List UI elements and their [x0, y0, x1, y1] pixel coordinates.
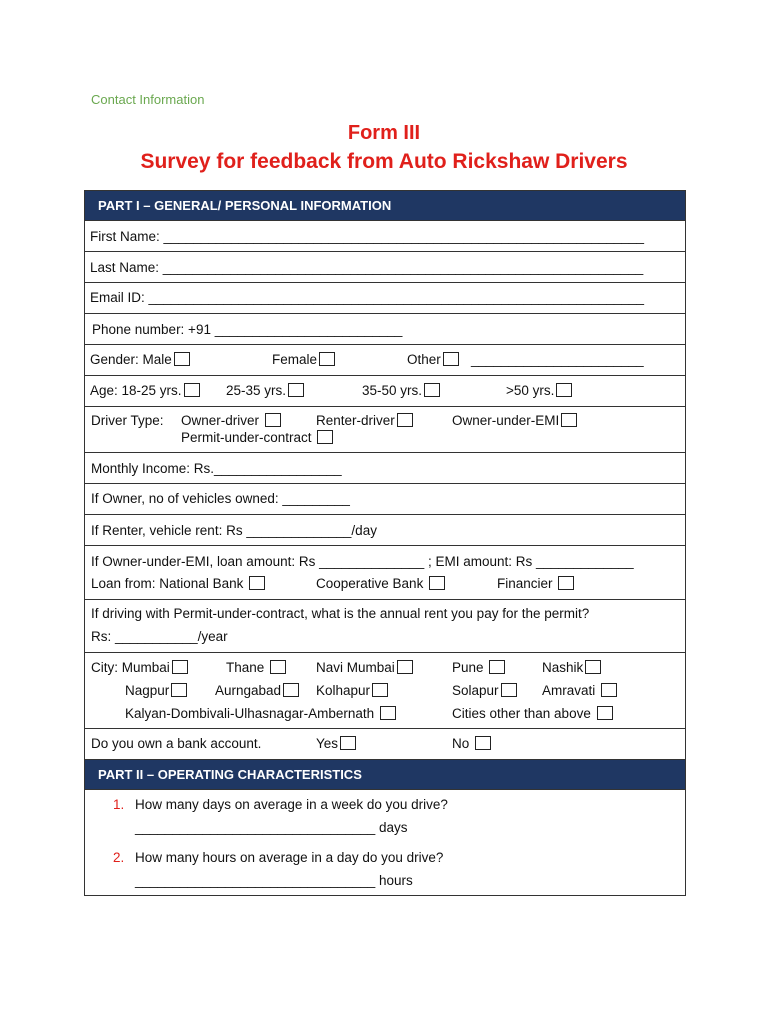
- driver-owner-label: Owner-driver: [181, 413, 260, 428]
- city-row: [85, 652, 685, 728]
- city-kolhapur-option[interactable]: [316, 683, 388, 698]
- city-nagpur-label: Nagpur: [125, 683, 170, 698]
- driver-permit-option[interactable]: [181, 430, 333, 445]
- bank-account-question: Do you own a bank account.: [91, 736, 262, 751]
- city-kalyan-option[interactable]: [125, 706, 396, 721]
- permit-rent-field[interactable]: Rs: ___________/year: [91, 629, 228, 644]
- driver-owner-checkbox[interactable]: [265, 413, 281, 427]
- part2-questions: [85, 789, 685, 895]
- city-pune-label: Pune: [452, 660, 484, 675]
- part2-header: [85, 759, 685, 789]
- gender-female-label: Female: [272, 352, 318, 367]
- part1-title: PART I – GENERAL/ PERSONAL INFORMATION: [98, 198, 392, 213]
- contact-information-label: Contact Information: [91, 92, 205, 107]
- driver-permit-label: Permit-under-contract: [181, 430, 312, 445]
- loan-cooperative-checkbox[interactable]: [429, 576, 445, 590]
- q1-days-field[interactable]: ________________________________ days: [135, 820, 408, 835]
- bank-no-checkbox[interactable]: [475, 736, 491, 750]
- bank-no-option[interactable]: [452, 736, 491, 751]
- gender-female-checkbox[interactable]: [319, 352, 335, 366]
- gender-male-label: Gender: Male: [90, 352, 172, 367]
- loan-national-bank-checkbox[interactable]: [249, 576, 265, 590]
- city-amravati-option[interactable]: [542, 683, 617, 698]
- city-nashik-checkbox[interactable]: [585, 660, 601, 674]
- age-50-plus-checkbox[interactable]: [556, 383, 572, 397]
- city-nagpur-option[interactable]: [125, 683, 187, 698]
- age-row: [85, 375, 685, 406]
- driver-type-label: Driver Type:: [91, 413, 164, 428]
- driver-permit-checkbox[interactable]: [317, 430, 333, 444]
- bank-no-label: No: [452, 736, 470, 751]
- gender-other-option[interactable]: [407, 352, 459, 367]
- last-name-row: [85, 251, 685, 282]
- gender-other-label: Other: [407, 352, 441, 367]
- loan-national-bank-label: Loan from: National Bank: [91, 576, 244, 591]
- driver-emi-checkbox[interactable]: [561, 413, 577, 427]
- rent-row: [85, 514, 685, 545]
- city-aurangabad-label: Aurngabad: [215, 683, 282, 698]
- city-kalyan-label: Kalyan-Dombivali-Ulhasnagar-Ambernath: [125, 706, 375, 721]
- bank-yes-option[interactable]: [316, 736, 356, 751]
- driver-type-row: [85, 406, 685, 452]
- city-amravati-label: Amravati: [542, 683, 596, 698]
- city-navi-mumbai-checkbox[interactable]: [397, 660, 413, 674]
- city-aurangabad-option[interactable]: [215, 683, 299, 698]
- bank-yes-label: Yes: [316, 736, 339, 751]
- age-18-25-option[interactable]: [90, 383, 200, 398]
- city-other-option[interactable]: [452, 706, 613, 721]
- monthly-income-field[interactable]: Monthly Income: Rs._________________: [91, 461, 342, 476]
- city-kalyan-checkbox[interactable]: [380, 706, 396, 720]
- city-navi-mumbai-option[interactable]: [316, 660, 413, 675]
- city-solapur-checkbox[interactable]: [501, 683, 517, 697]
- loan-financier-checkbox[interactable]: [558, 576, 574, 590]
- driver-emi-label: Owner-under-EMI: [452, 413, 560, 428]
- age-25-35-option[interactable]: [226, 383, 304, 398]
- first-name-field[interactable]: First Name: ________________________________________________________________: [90, 229, 645, 244]
- city-kolhapur-checkbox[interactable]: [372, 683, 388, 697]
- city-pune-option[interactable]: [452, 660, 505, 675]
- city-mumbai-label: City: Mumbai: [91, 660, 170, 675]
- loan-amount-field[interactable]: If Owner-under-EMI, loan amount: Rs ______________ ; EMI amount: Rs _____________: [91, 554, 634, 569]
- part1-header: [85, 191, 685, 220]
- age-35-50-option[interactable]: [362, 383, 440, 398]
- email-row: [85, 282, 685, 313]
- last-name-field[interactable]: Last Name: ________________________________________________________________: [90, 260, 644, 275]
- driver-renter-option[interactable]: [316, 413, 413, 428]
- gender-row: [85, 344, 685, 375]
- city-aurangabad-checkbox[interactable]: [283, 683, 299, 697]
- first-name-row: [85, 220, 685, 251]
- vehicles-owned-field[interactable]: If Owner, no of vehicles owned: _________: [91, 491, 350, 506]
- city-solapur-label: Solapur: [452, 683, 499, 698]
- city-navi-mumbai-label: Navi Mumbai: [316, 660, 395, 675]
- gender-male-checkbox[interactable]: [174, 352, 190, 366]
- loan-financier-label: Financier: [497, 576, 553, 591]
- city-amravati-checkbox[interactable]: [601, 683, 617, 697]
- permit-row: [85, 599, 685, 652]
- city-kolhapur-label: Kolhapur: [316, 683, 371, 698]
- email-field[interactable]: Email ID: __________________________________________________________________: [90, 290, 645, 305]
- city-thane-checkbox[interactable]: [270, 660, 286, 674]
- city-mumbai-checkbox[interactable]: [172, 660, 188, 674]
- loan-cooperative-label: Cooperative Bank: [316, 576, 424, 591]
- vehicle-rent-field[interactable]: If Renter, vehicle rent: Rs ______________/day: [91, 523, 377, 538]
- bank-yes-checkbox[interactable]: [340, 736, 356, 750]
- age-50-plus-option[interactable]: [506, 383, 572, 398]
- city-other-checkbox[interactable]: [597, 706, 613, 720]
- q2-hours-field[interactable]: ________________________________ hours: [135, 873, 413, 888]
- age-18-25-label: Age: 18-25 yrs.: [90, 383, 182, 398]
- age-50-plus-label: >50 yrs.: [506, 383, 555, 398]
- q1-text: How many days on average in a week do you drive?: [135, 797, 448, 812]
- age-35-50-label: 35-50 yrs.: [362, 383, 423, 398]
- gender-female-option[interactable]: [272, 352, 335, 367]
- age-35-50-checkbox[interactable]: [424, 383, 440, 397]
- income-row: [85, 452, 685, 483]
- q1-number: 1.: [113, 797, 125, 812]
- age-25-35-label: 25-35 yrs.: [226, 383, 287, 398]
- driver-emi-option[interactable]: [452, 413, 577, 428]
- driver-renter-label: Renter-driver: [316, 413, 395, 428]
- q2-number: 2.: [113, 850, 125, 865]
- city-solapur-option[interactable]: [452, 683, 517, 698]
- driver-owner-option[interactable]: [181, 413, 281, 428]
- gender-male-option[interactable]: [90, 352, 190, 367]
- q2-text: How many hours on average in a day do you drive?: [135, 850, 444, 865]
- phone-row: [85, 313, 685, 344]
- city-thane-label: Thane: [226, 660, 265, 675]
- city-nashik-label: Nashik: [542, 660, 584, 675]
- city-other-label: Cities other than above: [452, 706, 591, 721]
- city-thane-option[interactable]: [226, 660, 286, 675]
- loan-cooperative-option[interactable]: [316, 576, 445, 591]
- vehicles-row: [85, 483, 685, 514]
- permit-question: If driving with Permit-under-contract, what is the annual rent you pay for the permit?: [91, 606, 590, 621]
- city-mumbai-option[interactable]: [91, 660, 188, 675]
- age-25-35-checkbox[interactable]: [288, 383, 304, 397]
- age-18-25-checkbox[interactable]: [184, 383, 200, 397]
- form-title: Form III: [347, 122, 421, 144]
- city-nashik-option[interactable]: [542, 660, 601, 675]
- gender-other-field[interactable]: _______________________: [471, 352, 644, 367]
- part2-title: PART II – OPERATING CHARACTERISTICS: [98, 767, 362, 782]
- driver-renter-checkbox[interactable]: [397, 413, 413, 427]
- gender-other-checkbox[interactable]: [443, 352, 459, 366]
- phone-field[interactable]: Phone number: +91 _________________________: [92, 322, 403, 337]
- city-pune-checkbox[interactable]: [489, 660, 505, 674]
- loan-national-bank-option[interactable]: [91, 576, 265, 591]
- form-subtitle: Survey for feedback from Auto Rickshaw Drivers: [140, 150, 628, 173]
- survey-form: [84, 190, 686, 896]
- loan-financier-option[interactable]: [497, 576, 574, 591]
- city-nagpur-checkbox[interactable]: [171, 683, 187, 697]
- bank-account-row: [85, 728, 685, 759]
- loan-row: [85, 545, 685, 599]
